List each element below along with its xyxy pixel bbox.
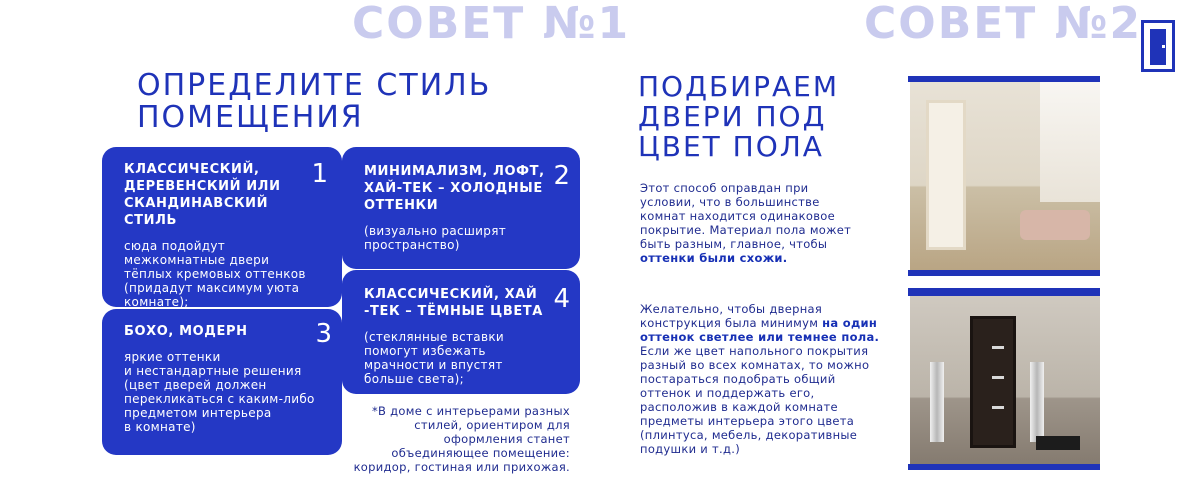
photo-lamp — [930, 362, 944, 442]
tip-1-title-line: ОПРЕДЕЛИТЕ СТИЛЬ — [137, 68, 492, 103]
tip-1-title — [137, 70, 491, 134]
card-desc-line: больше света); — [364, 372, 464, 386]
card-desc-line: мрачности и впустят — [364, 358, 503, 372]
photo-sofa — [1020, 210, 1090, 240]
card-desc-line: (придадут максимум уюта — [124, 281, 300, 295]
tip-2-label: СОВЕТ №2 — [864, 0, 1143, 49]
photo-window — [1040, 82, 1100, 202]
door-logo-icon — [1141, 20, 1175, 72]
card-number: 1 — [311, 159, 328, 189]
paragraph-line: оттенок и поддержать его, — [640, 386, 815, 400]
photo-door — [926, 100, 966, 250]
card-title — [364, 286, 560, 320]
card-desc-line: помогут избежать — [364, 344, 486, 358]
photo-2-frame — [908, 288, 1100, 296]
footnote-line: *В доме с интерьерами разных — [371, 404, 570, 418]
card-number: 3 — [315, 319, 332, 349]
paragraph-line — [640, 316, 900, 330]
card-number: 4 — [553, 284, 570, 314]
card-title-line: ХАЙ-ТЕК – ХОЛОДНЫЕ — [364, 181, 543, 196]
paragraph-line — [640, 251, 880, 265]
paragraph-line: комнат находится одинаковое — [640, 209, 836, 223]
footnote-line: стилей, ориентиром для — [414, 418, 570, 432]
style-card-1 — [102, 147, 342, 307]
card-title — [364, 163, 560, 214]
card-title-line: КЛАССИЧЕСКИЙ, — [124, 162, 260, 177]
card-description — [124, 350, 322, 434]
card-desc-line: (визуально расширят — [364, 224, 507, 238]
paragraph-line: разный во всех комнатах, то можно — [640, 358, 870, 372]
tip-1-label: СОВЕТ №1 — [352, 0, 631, 49]
tip-2-title — [638, 72, 839, 162]
paragraph-line: Если же цвет напольного покрытия — [640, 344, 869, 358]
card-title-line: БОХО, МОДЕРН — [124, 324, 248, 339]
card-desc-line: (стеклянные вставки — [364, 330, 504, 344]
paragraph-emphasis: оттенок светлее или темнее пола. — [640, 330, 880, 344]
card-title — [124, 161, 322, 229]
photo-dark-door — [910, 296, 1100, 464]
paragraph-line: покрытие. Материал пола может — [640, 223, 852, 237]
card-desc-line: предметом интерьера — [124, 406, 272, 420]
paragraph-line: расположив в каждой комнате — [640, 400, 838, 414]
door-logo-knob — [1162, 45, 1165, 48]
card-description — [364, 224, 560, 252]
card-title-line: -ТЕК – ТЁМНЫЕ ЦВЕТА — [364, 304, 543, 319]
photo-door-glass — [992, 406, 1004, 409]
paragraph-line: (плинтуса, мебель, декоративные — [640, 428, 858, 442]
paragraph-line: условии, что в большинстве — [640, 195, 820, 209]
card-desc-line: тёплых кремовых оттенков — [124, 267, 306, 281]
card-number: 2 — [553, 161, 570, 191]
photo-light-door — [910, 82, 1100, 270]
photo-table — [1036, 436, 1080, 450]
footnote-line: коридор, гостиная или прихожая. — [353, 460, 570, 474]
paragraph-emphasis: на один — [822, 316, 878, 330]
card-desc-line: (цвет дверей должен — [124, 378, 267, 392]
card-title-line: МИНИМАЛИЗМ, ЛОФТ, — [364, 164, 545, 179]
photo-door — [970, 316, 1016, 448]
card-desc-line: сюда подойдут — [124, 239, 226, 253]
photo-1-frame-bottom — [908, 270, 1100, 276]
style-card-4 — [342, 270, 580, 394]
style-card-2 — [342, 147, 580, 269]
photo-2-frame-bottom — [908, 464, 1100, 470]
paragraph-2 — [640, 302, 900, 456]
card-desc-line: перекликаться с каким-либо — [124, 392, 315, 406]
tip-2-title-line: ДВЕРИ ПОД — [638, 100, 827, 133]
paragraph-line: постараться подобрать общий — [640, 372, 836, 386]
tip-2-title-line: ПОДБИРАЕМ — [638, 70, 840, 103]
photo-door-glass — [992, 376, 1004, 379]
paragraph-1 — [640, 181, 880, 265]
paragraph-line: предметы интерьера этого цвета — [640, 414, 855, 428]
card-title-line: ОТТЕНКИ — [364, 198, 439, 213]
card-description — [364, 330, 560, 386]
photo-door-glass — [992, 346, 1004, 349]
card-title-line: КЛАССИЧЕСКИЙ, ХАЙ — [364, 287, 538, 302]
paragraph-line: Этот способ оправдан при — [640, 181, 809, 195]
footnote-line: оформления станет — [443, 432, 570, 446]
card-title-line: СКАНДИНАВСКИЙ СТИЛЬ — [124, 196, 269, 228]
paragraph-line: Желательно, чтобы дверная — [640, 302, 823, 316]
paragraph-line: подушки и т.д.) — [640, 442, 740, 456]
style-card-3 — [102, 309, 342, 455]
footnote — [330, 404, 570, 474]
paragraph-line — [640, 330, 900, 344]
paragraph-emphasis: оттенки были схожи. — [640, 251, 788, 265]
paragraph-text: конструкция была минимум — [640, 316, 823, 330]
card-title-line: ДЕРЕВЕНСКИЙ ИЛИ — [124, 179, 281, 194]
card-description — [124, 239, 322, 309]
card-desc-line: пространство) — [364, 238, 460, 252]
card-desc-line: в комнате) — [124, 420, 196, 434]
footnote-line: объединяющее помещение: — [391, 446, 570, 460]
photo-lamp — [1030, 362, 1044, 442]
card-desc-line: комнате); — [124, 295, 189, 309]
paragraph-line: быть разным, главное, чтобы — [640, 237, 828, 251]
tip-1-title-line: ПОМЕЩЕНИЯ — [137, 100, 364, 135]
card-desc-line: межкомнатные двери — [124, 253, 270, 267]
card-desc-line: и нестандартные решения — [124, 364, 302, 378]
card-title — [124, 323, 322, 340]
card-desc-line: яркие оттенки — [124, 350, 221, 364]
tip-2-title-line: ЦВЕТ ПОЛА — [638, 130, 824, 163]
